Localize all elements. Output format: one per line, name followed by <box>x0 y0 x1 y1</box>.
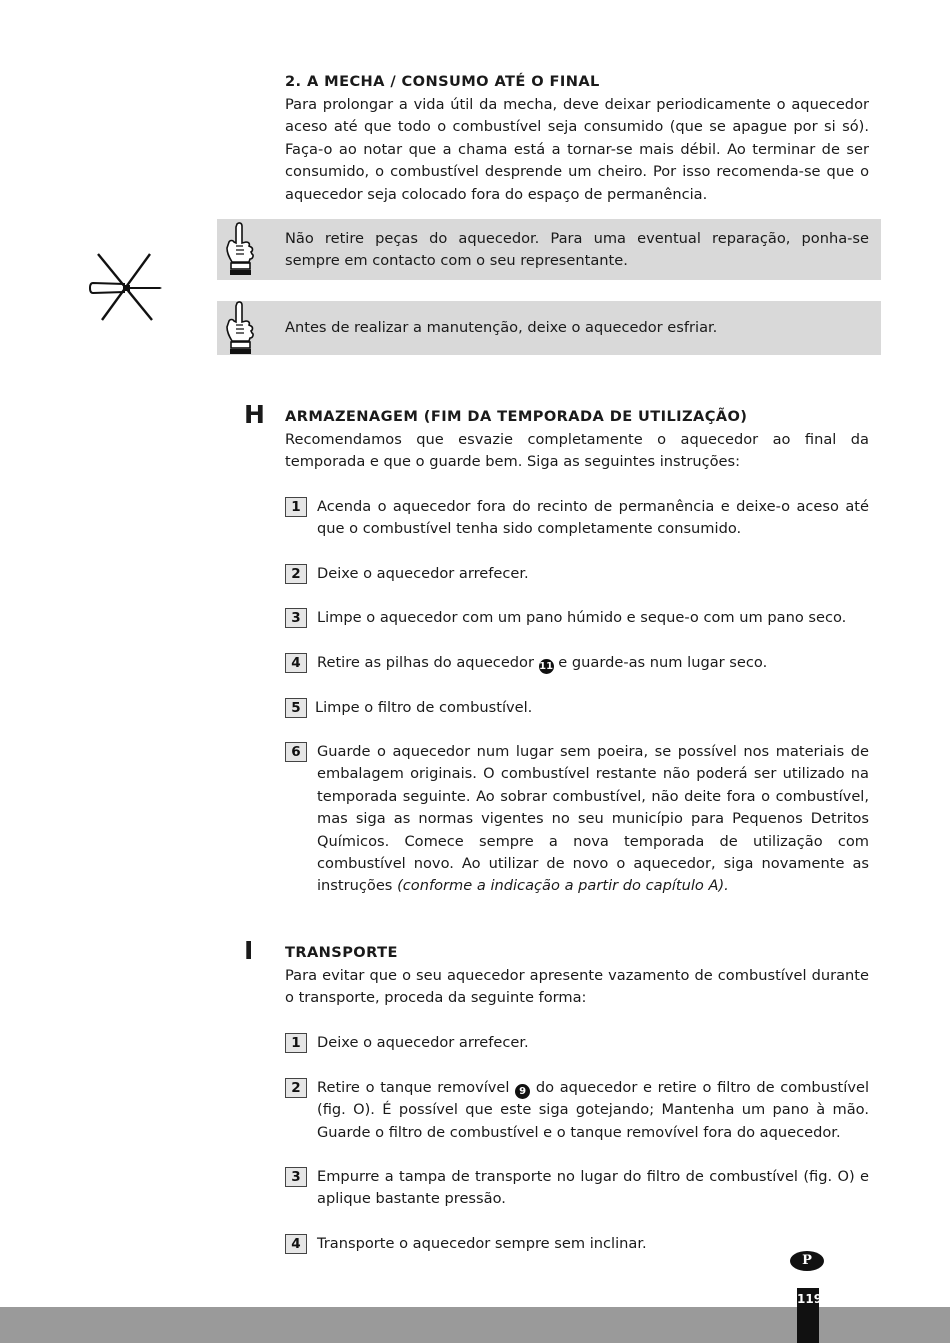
step-text-part: Guarde o aquecedor num lugar sem poeira, se possível nos materiais de embalagem originais. O combustível restante não poderá ser utilizado na temporada seguinte. Ao sobrar combustível, não deite fora o combustível, mas siga as normas vigentes no seu município para Pequenos Detritos Químicos. Comece sempre a nova temporada de utilização com combustível novo. Ao utilizar de novo o aquecedor, siga novamente as instruções <box>317 743 869 895</box>
section-heading-transport: TRANSPORTE <box>285 944 398 961</box>
section-letter-h: H <box>244 400 265 429</box>
step-text <box>317 1077 869 1144</box>
step-text: Empurre a tampa de transporte no lugar do filtro de combustível (fig. O) e aplique bastante pressão. <box>317 1168 869 1208</box>
step-number: 2 <box>285 564 307 584</box>
section-heading-storage: ARMAZENAGEM (FIM DA TEMPORADA DE UTILIZAÇÃO) <box>285 408 748 425</box>
step-number: 4 <box>285 1234 307 1254</box>
step-number: 3 <box>285 1167 307 1187</box>
section-heading-wick: 2. A MECHA / CONSUMO ATÉ O FINAL <box>285 73 600 90</box>
pointing-hand-icon <box>222 300 256 356</box>
step-number: 2 <box>285 1078 307 1098</box>
part-reference-badge: 9 <box>515 1084 530 1099</box>
part-reference-badge: 11 <box>539 661 554 672</box>
step-number: 4 <box>285 653 307 673</box>
section-letter-i: I <box>244 936 254 965</box>
step-text: Deixe o aquecedor arrefecer. <box>317 1034 529 1051</box>
pointing-hand-icon <box>222 221 256 277</box>
section-intro-transport: Para evitar que o seu aquecedor apresente vazamento de combustível durante o transporte, proceda da seguinte forma: <box>285 967 869 1007</box>
step-text: Limpe o filtro de combustível. <box>315 699 533 716</box>
step-text-part: Retire o tanque removível <box>317 1079 510 1096</box>
maintenance-note-text: Antes de realizar a manutenção, deixe o aquecedor esfriar. <box>285 319 718 336</box>
step-text: Limpe o aquecedor com um pano húmido e seque-o com um pano seco. <box>317 609 847 626</box>
step-text: Transporte o aquecedor sempre sem inclinar. <box>317 1235 647 1252</box>
step-number: 5 <box>285 698 307 718</box>
warning-note-text: Não retire peças do aquecedor. Para uma eventual reparação, ponha-se sempre em contacto com o seu representante. <box>285 230 869 270</box>
step-number: 1 <box>285 1033 307 1053</box>
step-number: 1 <box>285 497 307 517</box>
step-number: 6 <box>285 742 307 762</box>
step-text-italic: (conforme a indicação a partir do capítulo A). <box>397 877 729 895</box>
crossed-screwdriver-icon <box>88 250 166 324</box>
step-text: Acenda o aquecedor fora do recinto de permanência e deixe-o aceso até que o combustível tenha sido completamente consumido. <box>317 498 869 538</box>
step-text <box>317 741 869 898</box>
step-text: Deixe o aquecedor arrefecer. <box>317 565 529 582</box>
step-text-part: Retire as pilhas do aquecedor <box>317 654 534 671</box>
section-intro-storage: Recomendamos que esvazie completamente o aquecedor ao final da temporada e que o guarde bem. Siga as seguintes instruções: <box>285 431 869 471</box>
step-text-part: do aquecedor e retire o filtro de combustível (fig. O). É possível que este siga gotejando; Mantenha um pano à mão. Guarde o filtro de combustível e o tanque removível fora do aquecedor. <box>317 1079 869 1141</box>
page-number: 119 <box>797 1288 819 1343</box>
step-text <box>317 652 869 674</box>
step-text-part: e guarde-as num lugar seco. <box>558 654 768 671</box>
step-number: 3 <box>285 608 307 628</box>
language-badge: P <box>790 1251 824 1271</box>
section-body-wick: Para prolongar a vida útil da mecha, deve deixar periodicamente o aquecedor aceso até que todo o combustível seja consumido (que se apague por si só). Faça-o ao notar que a chama está a tornar-se mais débil. Ao terminar de ser consumido, o combustível desprende um cheiro. Por isso recomenda-se que o aquecedor seja colocado fora do espaço de permanência. <box>285 96 869 203</box>
